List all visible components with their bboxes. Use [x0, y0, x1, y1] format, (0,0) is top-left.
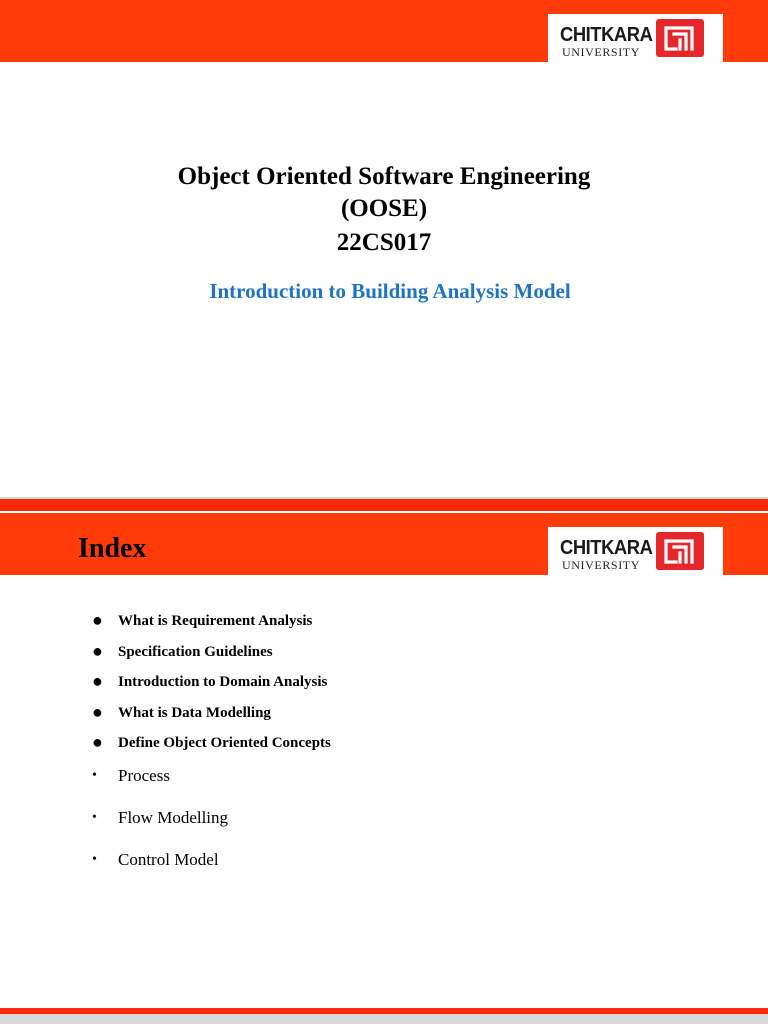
course-abbrev: (OOSE) — [340, 195, 428, 222]
bullet-icon: • — [92, 768, 97, 783]
logo-name: CHITKARA — [560, 24, 653, 46]
bullet-icon: • — [92, 852, 97, 867]
list-item — [92, 733, 331, 766]
top-strip — [0, 499, 768, 511]
list-item-label: Control Model — [118, 850, 219, 869]
bullet-icon: ● — [92, 610, 103, 630]
bullet-icon: ● — [92, 640, 103, 661]
logo-mark-icon — [656, 532, 704, 570]
list-item — [92, 808, 331, 850]
bullet-icon: ● — [92, 671, 103, 691]
bullet-icon: • — [92, 810, 97, 825]
list-item-label: Flow Modelling — [118, 808, 229, 827]
index-slide — [0, 499, 768, 1014]
list-item — [92, 703, 331, 734]
course-title-line: Object Oriented Software Engineering — [177, 163, 591, 190]
university-logo — [548, 14, 723, 62]
course-title — [0, 161, 768, 259]
university-logo — [548, 527, 723, 575]
list-item-label: What is Requirement Analysis — [118, 613, 313, 629]
list-item — [92, 672, 331, 703]
list-item-label: Process — [118, 766, 170, 785]
logo-mark-icon — [656, 19, 704, 57]
lecture-subtitle: Introduction to Building Analysis Model — [209, 279, 571, 303]
list-item-label: Specification Guidelines — [118, 643, 273, 660]
list-item — [92, 850, 331, 892]
page-bottom-gap — [0, 1014, 768, 1024]
list-item — [92, 766, 331, 808]
list-item-label: Introduction to Domain Analysis — [118, 674, 328, 690]
list-item — [92, 611, 331, 642]
title-slide — [0, 0, 768, 497]
index-list — [92, 611, 331, 892]
index-heading: Index — [78, 533, 147, 564]
logo-subtitle: UNIVERSITY — [562, 558, 640, 572]
bullet-icon: ● — [92, 732, 103, 752]
bullet-icon: ● — [92, 701, 103, 722]
list-item-label: What is Data Modelling — [118, 704, 271, 721]
list-item-label: Define Object Oriented Concepts — [118, 735, 331, 751]
list-item — [92, 642, 331, 673]
logo-name: CHITKARA — [560, 537, 653, 559]
logo-subtitle: UNIVERSITY — [562, 45, 640, 59]
course-code: 22CS017 — [336, 229, 432, 256]
